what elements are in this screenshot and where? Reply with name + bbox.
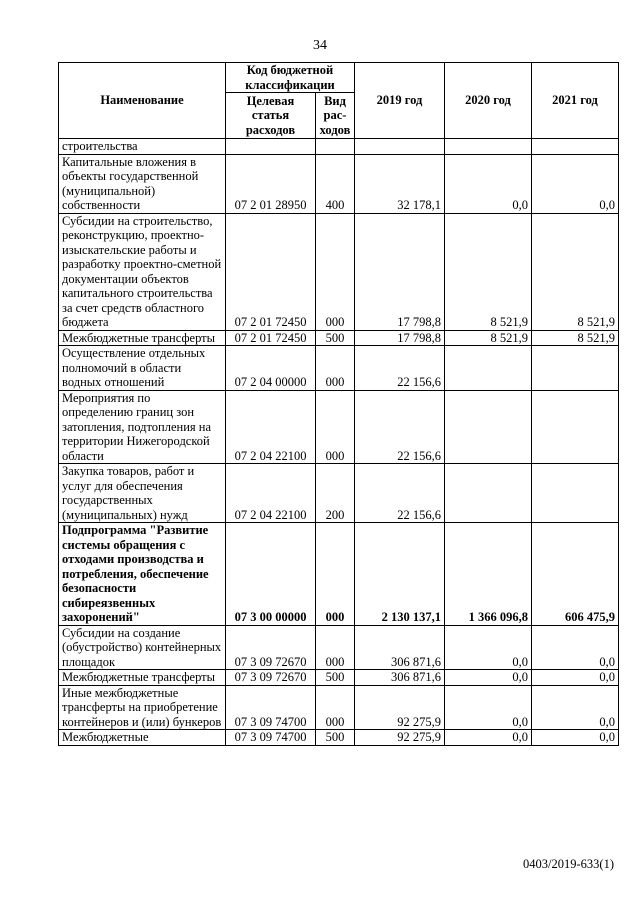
table-row: [59, 625, 619, 670]
row-expense-kind-cell: [316, 139, 355, 155]
table-row: [59, 730, 619, 746]
table-row: [59, 154, 619, 213]
row-2020-cell: 8 521,9: [445, 330, 532, 346]
document-code: 0403/2019-633(1): [523, 857, 614, 871]
row-2019-cell: 17 798,8: [355, 330, 445, 346]
row-name-cell: Субсидии на строительство, реконструкцию, проектно-изыскательские работы и разработку проектно-сметной документации объектов капитального строительства за счет средств областного бюджета: [59, 213, 226, 330]
row-name-cell: Мероприятия по определению границ зон затопления, подтопления на территории Нижегородской области: [59, 390, 226, 464]
row-2021-cell: [532, 139, 619, 155]
row-name-cell: Капитальные вложения в объекты государственной (муниципальной) собственности: [59, 154, 226, 213]
row-name-cell: строительства: [59, 139, 226, 155]
header-2020: 2020 год: [445, 63, 532, 139]
row-name-cell: Осуществление отдельных полномочий в области водных отношений: [59, 346, 226, 391]
row-expense-kind-cell: 000: [316, 346, 355, 391]
row-expense-kind-cell: 500: [316, 330, 355, 346]
table-row: [59, 346, 619, 391]
row-target-code-cell: 07 3 09 74700: [226, 730, 316, 746]
row-2019-cell: 22 156,6: [355, 464, 445, 523]
page-number: 34: [313, 38, 327, 53]
row-expense-kind-cell: 000: [316, 685, 355, 730]
row-expense-kind-cell: 500: [316, 670, 355, 686]
row-target-code-cell: 07 3 00 00000: [226, 523, 316, 626]
row-name-cell: Межбюджетные трансферты: [59, 330, 226, 346]
row-2019-cell: 17 798,8: [355, 213, 445, 330]
table-row: [59, 390, 619, 464]
row-expense-kind-cell: 400: [316, 154, 355, 213]
row-2020-cell: 0,0: [445, 730, 532, 746]
row-name-cell: Закупка товаров, работ и услуг для обеспечения государственных (муниципальных) нужд: [59, 464, 226, 523]
row-2021-cell: 0,0: [532, 625, 619, 670]
row-target-code-cell: 07 2 01 72450: [226, 330, 316, 346]
row-2019-cell: 2 130 137,1: [355, 523, 445, 626]
row-expense-kind-cell: 000: [316, 390, 355, 464]
row-2020-cell: 8 521,9: [445, 213, 532, 330]
row-name-cell: Подпрограмма "Развитие системы обращения с отходами производства и потребления, обеспечение безопасности сибиреязвенных захоронений": [59, 523, 226, 626]
row-name-cell: Межбюджетные: [59, 730, 226, 746]
row-2021-cell: [532, 464, 619, 523]
row-2021-cell: 0,0: [532, 670, 619, 686]
row-name-cell: Межбюджетные трансферты: [59, 670, 226, 686]
table-row: [59, 670, 619, 686]
row-2020-cell: 0,0: [445, 685, 532, 730]
row-2020-cell: [445, 390, 532, 464]
row-2021-cell: [532, 346, 619, 391]
row-target-code-cell: 07 2 04 22100: [226, 390, 316, 464]
table-row: [59, 139, 619, 155]
row-expense-kind-cell: 000: [316, 625, 355, 670]
row-2019-cell: 92 275,9: [355, 685, 445, 730]
header-kind: Вид рас-ходов: [316, 93, 355, 139]
header-name: Наименование: [59, 63, 226, 139]
row-2020-cell: 1 366 096,8: [445, 523, 532, 626]
row-2021-cell: 0,0: [532, 730, 619, 746]
row-2019-cell: [355, 139, 445, 155]
row-2021-cell: 606 475,9: [532, 523, 619, 626]
row-2019-cell: 306 871,6: [355, 670, 445, 686]
budget-table: [58, 62, 619, 746]
row-2019-cell: 92 275,9: [355, 730, 445, 746]
table-row: [59, 685, 619, 730]
row-2019-cell: 22 156,6: [355, 346, 445, 391]
table-row: [59, 523, 619, 626]
header-2019: 2019 год: [355, 63, 445, 139]
row-2021-cell: 0,0: [532, 685, 619, 730]
row-target-code-cell: 07 2 01 72450: [226, 213, 316, 330]
table-row: [59, 464, 619, 523]
row-2020-cell: 0,0: [445, 670, 532, 686]
row-2020-cell: 0,0: [445, 625, 532, 670]
row-2020-cell: [445, 139, 532, 155]
row-target-code-cell: 07 3 09 72670: [226, 625, 316, 670]
row-name-cell: Субсидии на создание (обустройство) контейнерных площадок: [59, 625, 226, 670]
row-2020-cell: [445, 346, 532, 391]
header-code-group: Код бюджетной классификации: [226, 63, 355, 93]
row-2021-cell: [532, 390, 619, 464]
row-expense-kind-cell: 500: [316, 730, 355, 746]
row-name-cell: Иные межбюджетные трансферты на приобретение контейнеров и (или) бункеров: [59, 685, 226, 730]
row-target-code-cell: 07 2 04 22100: [226, 464, 316, 523]
table-body: [59, 139, 619, 746]
row-2019-cell: 32 178,1: [355, 154, 445, 213]
row-target-code-cell: 07 2 01 28950: [226, 154, 316, 213]
row-target-code-cell: [226, 139, 316, 155]
header-target: Целевая статья расходов: [226, 93, 316, 139]
table-row: [59, 330, 619, 346]
header-2021: 2021 год: [532, 63, 619, 139]
row-2021-cell: 8 521,9: [532, 213, 619, 330]
table-row: [59, 213, 619, 330]
row-expense-kind-cell: 200: [316, 464, 355, 523]
row-2019-cell: 306 871,6: [355, 625, 445, 670]
row-target-code-cell: 07 3 09 72670: [226, 670, 316, 686]
row-2019-cell: 22 156,6: [355, 390, 445, 464]
row-2021-cell: 0,0: [532, 154, 619, 213]
row-2020-cell: 0,0: [445, 154, 532, 213]
row-2020-cell: [445, 464, 532, 523]
row-2021-cell: 8 521,9: [532, 330, 619, 346]
row-expense-kind-cell: 000: [316, 523, 355, 626]
row-target-code-cell: 07 2 04 00000: [226, 346, 316, 391]
row-target-code-cell: 07 3 09 74700: [226, 685, 316, 730]
row-expense-kind-cell: 000: [316, 213, 355, 330]
